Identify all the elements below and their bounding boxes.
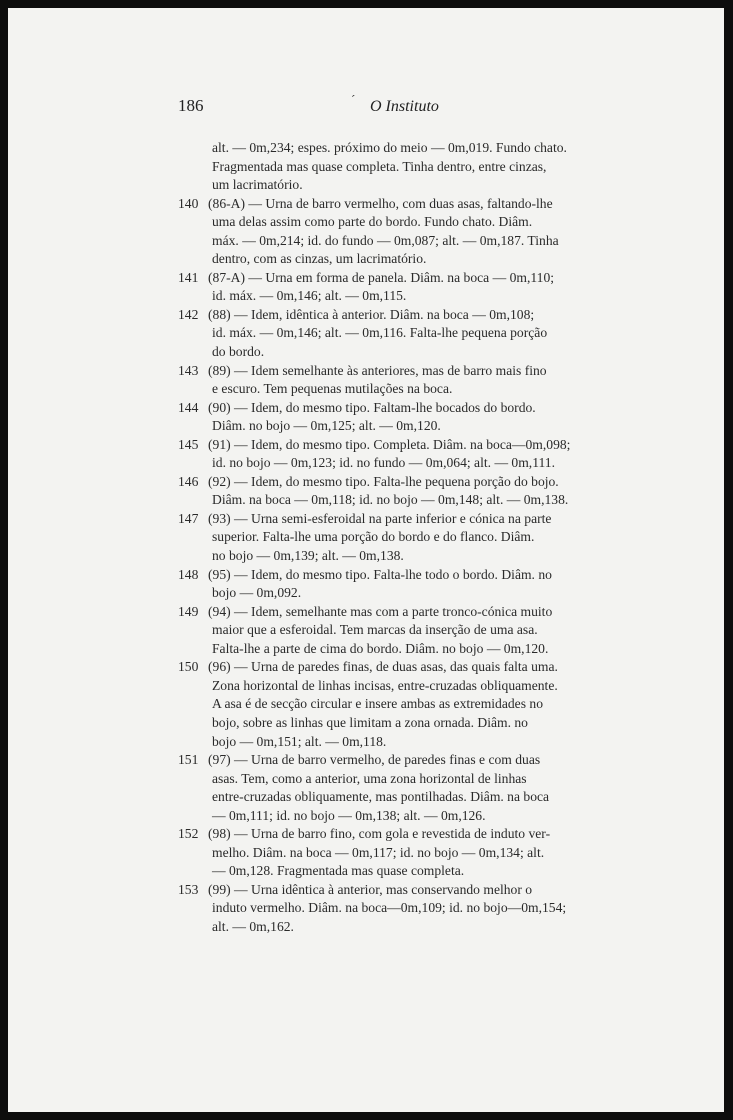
entry-text: (87-A) — Urna em forma de panela. Diâm. na boca — 0m,110; [208,269,555,285]
text-line: Diâm. na boca — 0m,118; id. no bojo — 0m,148; alt. — 0m,138. [212,492,569,508]
entry-text: (95) — Idem, do mesmo tipo. Falta-lhe todo o bordo. Diâm. no [208,566,552,582]
text-line: Diâm. no bojo — 0m,125; alt. — 0m,120. [212,418,441,434]
entry-text: (97) — Urna de barro vermelho, de paredes finas e com duas [208,752,541,768]
text-line: id. no bojo — 0m,123; id. no fundo — 0m,064; alt. — 0m,111. [212,455,555,471]
text-line: id. máx. — 0m,146; alt. — 0m,116. Falta-lhe pequena porção [212,325,548,341]
page-number: 186 [178,96,204,115]
entry-text: (86-A) — Urna de barro vermelho, com duas asas, faltando-lhe [208,195,553,211]
text-line: do bordo. [212,344,265,360]
entry-number: 141 [178,269,199,285]
entry-number: 144 [178,399,199,415]
entry-first-line [178,825,646,844]
text-line: superior. Falta-lhe uma porção do bordo e do flanco. Diâm. [212,529,535,545]
text-line: induto vermelho. Diâm. na boca—0m,109; id. no bojo—0m,154; [212,900,567,916]
continued-entry [178,139,646,195]
text-line: alt. — 0m,234; espes. próximo do meio — 0m,019. Fundo chato. [212,140,567,155]
entry-text: (89) — Idem semelhante às anteriores, mas de barro mais fino [208,362,547,378]
entry-number: 145 [178,436,199,452]
entry-number: 147 [178,510,199,526]
text-line: id. máx. — 0m,146; alt. — 0m,115. [212,288,407,304]
entry-first-line [178,306,646,325]
entry-number: 152 [178,826,199,842]
text-line: alt. — 0m,162. [212,918,294,934]
entry-text: (96) — Urna de paredes finas, de duas asas, das quais falta uma. [208,659,558,675]
text-line: e escuro. Tem pequenas mutilações na boca. [212,381,453,397]
entry-number: 151 [178,752,199,768]
catalog-entry [178,436,646,473]
page [8,8,724,1112]
entry-first-line [178,399,646,418]
text-line: no bojo — 0m,139; alt. — 0m,138. [212,548,404,564]
text-line: — 0m,111; id. no bojo — 0m,138; alt. — 0m,126. [212,807,486,823]
catalog-entry [178,362,646,399]
entry-first-line [178,566,646,585]
entry-text: (88) — Idem, idêntica à anterior. Diâm. na boca — 0m,108; [208,306,535,322]
entry-first-line [178,658,646,677]
entry-list [178,195,646,937]
entry-first-line [178,603,646,622]
text-line: melho. Diâm. na boca — 0m,117; id. no bojo — 0m,134; alt. [212,844,545,860]
catalog-entry [178,751,646,825]
text-line: bojo, sobre as linhas que limitam a zona ornada. Diâm. no [212,714,528,730]
entry-number: 143 [178,362,199,378]
text-line: maior que a esferoidal. Tem marcas da inserção de uma asa. [212,622,538,638]
text-line: Fragmentada mas quase completa. Tinha dentro, entre cinzas, [212,158,547,174]
entry-text: (94) — Idem, semelhante mas com a parte tronco-cónica muito [208,603,553,619]
text-line: Zona horizontal de linhas incisas, entre-cruzadas obliquamente. [212,677,558,693]
text-line: um lacrimatório. [212,177,303,193]
entry-number: 148 [178,566,199,582]
catalog-entry [178,399,646,436]
entry-number: 140 [178,195,199,211]
catalog-entry [178,658,646,751]
entry-first-line [178,436,646,455]
catalog-entry [178,510,646,566]
catalog-entry [178,825,646,881]
entry-number: 150 [178,659,199,675]
text-line: A asa é de secção circular e insere ambas as extremidades no [212,696,544,712]
entry-first-line [178,195,646,214]
text-line: entre-cruzadas obliquamente, mas pontilhadas. Diâm. na boca [212,789,550,805]
entry-text: (99) — Urna idêntica à anterior, mas conservando melhor o [208,881,533,897]
entry-number: 146 [178,473,199,489]
entry-text: (93) — Urna semi-esferoidal na parte inferior e cónica na parte [208,510,552,526]
entry-first-line [178,473,646,492]
catalog-entry [178,566,646,603]
text-line: dentro, com as cinzas, um lacrimatório. [212,251,427,267]
entry-number: 153 [178,881,199,897]
entry-first-line [178,362,646,381]
text-line: — 0m,128. Fragmentada mas quase completa. [212,863,465,879]
entry-first-line [178,510,646,529]
entry-number: 149 [178,603,199,619]
running-title: O Instituto [370,98,439,115]
stray-mark: ´ [351,92,356,107]
catalog-entry [178,473,646,510]
text-line: bojo — 0m,092. [212,585,302,601]
catalog-entry [178,269,646,306]
entry-text: (98) — Urna de barro fino, com gola e revestida de induto ver- [208,826,551,842]
catalog-entry [178,603,646,659]
text-line: asas. Tem, como a anterior, uma zona horizontal de linhas [212,770,527,786]
catalog-entry [178,881,646,937]
entry-text: (92) — Idem, do mesmo tipo. Falta-lhe pequena porção do bojo. [208,473,559,489]
entry-number: 142 [178,306,199,322]
entry-first-line [178,881,646,900]
entry-text: (90) — Idem, do mesmo tipo. Faltam-lhe bocados do bordo. [208,399,536,415]
text-line: Falta-lhe a parte de cima do bordo. Diâm. no bojo — 0m,120. [212,640,549,656]
body-text [178,139,646,937]
text-line: uma delas assim como parte do bordo. Fundo chato. Diâm. [212,214,533,230]
entry-first-line [178,751,646,770]
text-line: máx. — 0m,214; id. do fundo — 0m,087; alt. — 0m,187. Tinha [212,232,559,248]
catalog-entry [178,195,646,269]
entry-text: (91) — Idem, do mesmo tipo. Completa. Diâm. na boca—0m,098; [208,436,571,452]
entry-first-line [178,269,646,288]
text-line: bojo — 0m,151; alt. — 0m,118. [212,733,387,749]
catalog-entry [178,306,646,362]
